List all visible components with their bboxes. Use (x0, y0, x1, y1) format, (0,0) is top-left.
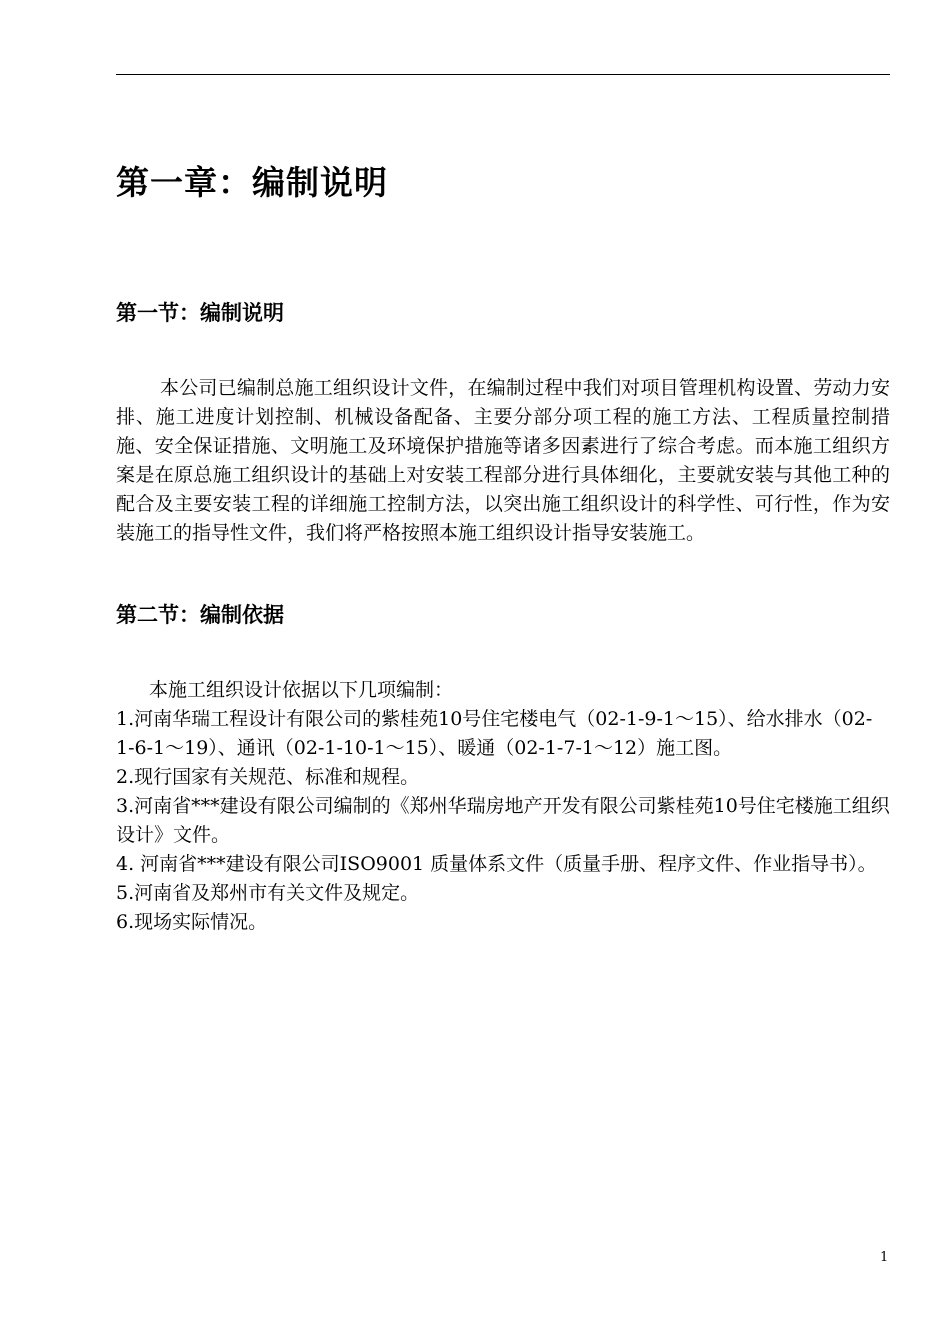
chapter-title: 第一章：编制说明 (116, 163, 388, 202)
page-number: 1 (880, 1250, 889, 1265)
list-item: 4. 河南省***建设有限公司ISO9001 质量体系文件（质量手册、程序文件、作业指导书）。 (116, 853, 877, 875)
section1-paragraph: 本公司已编制总施工组织设计文件，在编制过程中我们对项目管理机构设置、劳动力安排、施工进度计划控制、机械设备配备、主要分部分项工程的施工方法、工程质量控制措施、安全保证措施、文明施工及环境保护措施等诸多因素进行了综合考虑。而本施工组织方案是在原总施工组织设计的基础上对安装工程部分进行具体细化，主要就安装与其他工种的配合及主要安装工程的详细施工控制方法，以突出施工组织设计的科学性、可行性，作为安装施工的指导性文件，我们将严格按照本施工组织设计指导安装施工。 (116, 377, 890, 544)
list-item: 2.现行国家有关规范、标准和规程。 (116, 766, 420, 788)
basis-list (116, 705, 890, 937)
list-item: 1.河南华瑞工程设计有限公司的紫桂苑10号住宅楼电气（02-1-9-1～15）、给水排水（02-1-6-1～19）、通讯（02-1-10-1～15）、暖通（02-1-7-1～12）施工图。 (116, 708, 873, 759)
list-item: 3.河南省***建设有限公司编制的《郑州华瑞房地产开发有限公司紫桂苑10号住宅楼施工组织设计》文件。 (116, 795, 890, 846)
section-title-2: 第二节：编制依据 (116, 603, 284, 627)
list-item: 5.河南省及郑州市有关文件及规定。 (116, 882, 420, 904)
section-title-1: 第一节：编制说明 (116, 301, 284, 325)
list-item: 6.现场实际情况。 (116, 911, 268, 933)
header-rule (116, 74, 890, 75)
section2-intro: 本施工组织设计依据以下几项编制： (149, 679, 454, 701)
